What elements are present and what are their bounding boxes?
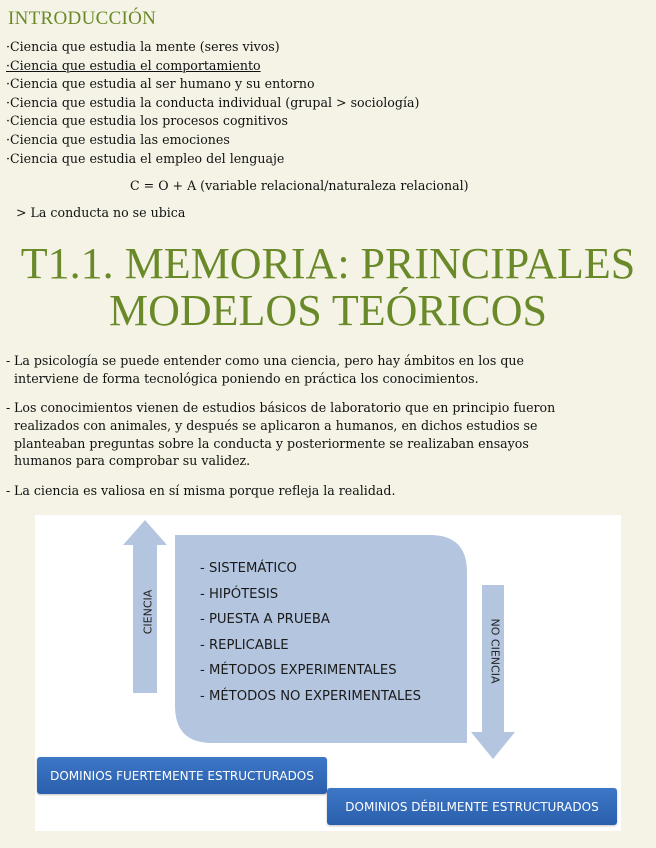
intro-item: ·Ciencia que estudia los procesos cognitivos xyxy=(6,113,288,129)
criteria-list xyxy=(200,556,421,710)
intro-item: ·Ciencia que estudia la conducta individual (grupal > sociología) xyxy=(6,94,420,110)
paragraph xyxy=(6,352,650,388)
intro-item: ·Ciencia que estudia las emociones xyxy=(6,131,230,147)
ciencia-label: CIENCIA xyxy=(141,589,155,635)
criteria-item: - MÉTODOS EXPERIMENTALES xyxy=(200,663,397,679)
paragraph-line: humanos para comprobar su validez. xyxy=(14,453,251,469)
behavior-formula: C = O + A (variable relacional/naturaleza relacional) xyxy=(130,178,469,193)
section-title-line: MODELOS TEÓRICOS xyxy=(108,286,547,335)
domain-strong-box: DOMINIOS FUERTEMENTE ESTRUCTURADOS xyxy=(37,757,327,794)
paragraph-line: interviene de forma tecnológica poniendo en práctica los conocimientos. xyxy=(14,370,479,386)
intro-item: ·Ciencia que estudia el empleo del lenguaje xyxy=(6,150,285,166)
criteria-item: - PUESTA A PRUEBA xyxy=(200,612,330,628)
paragraph-line: La psicología se puede entender como una ciencia, pero hay ámbitos en los que xyxy=(14,353,524,368)
paragraph-line: La ciencia es valiosa en sí misma porque refleja la realidad. xyxy=(14,483,396,498)
intro-list xyxy=(6,38,646,168)
section-title xyxy=(0,240,656,334)
criteria-item: - HIPÓTESIS xyxy=(200,586,279,602)
intro-item: ·Ciencia que estudia el comportamiento xyxy=(6,57,261,73)
bullet-dash: - xyxy=(6,353,11,368)
intro-heading: INTRODUCCIÓN xyxy=(8,8,157,29)
science-diagram xyxy=(35,515,621,831)
criteria-item: - SISTEMÁTICO xyxy=(200,561,297,576)
bullet-dash: - xyxy=(6,400,11,415)
no-ciencia-label: NO CIENCIA xyxy=(488,618,502,684)
behavior-note: > La conducta no se ubica xyxy=(16,205,186,220)
intro-item: ·Ciencia que estudia la mente (seres vivos) xyxy=(6,39,280,54)
section-title-line: T1.1. MEMORIA: PRINCIPALES xyxy=(20,239,636,288)
paragraph-line: realizados con animales, y después se aplicaron a humanos, en dichos estudios se xyxy=(14,417,538,433)
bullet-dash: - xyxy=(6,483,11,498)
criteria-item: - REPLICABLE xyxy=(200,637,289,653)
paragraph xyxy=(6,399,650,470)
paragraph xyxy=(6,482,650,500)
paragraph-line: Los conocimientos vienen de estudios básicos de laboratorio que en principio fueron xyxy=(14,400,556,415)
paragraph-line: planteaban preguntas sobre la conducta y posteriormente se realizaban ensayos xyxy=(14,435,529,451)
domain-weak-box: DOMINIOS DÉBILMENTE ESTRUCTURADOS xyxy=(327,788,617,825)
criteria-item: - MÉTODOS NO EXPERIMENTALES xyxy=(200,688,422,704)
intro-item: ·Ciencia que estudia al ser humano y su entorno xyxy=(6,76,315,92)
